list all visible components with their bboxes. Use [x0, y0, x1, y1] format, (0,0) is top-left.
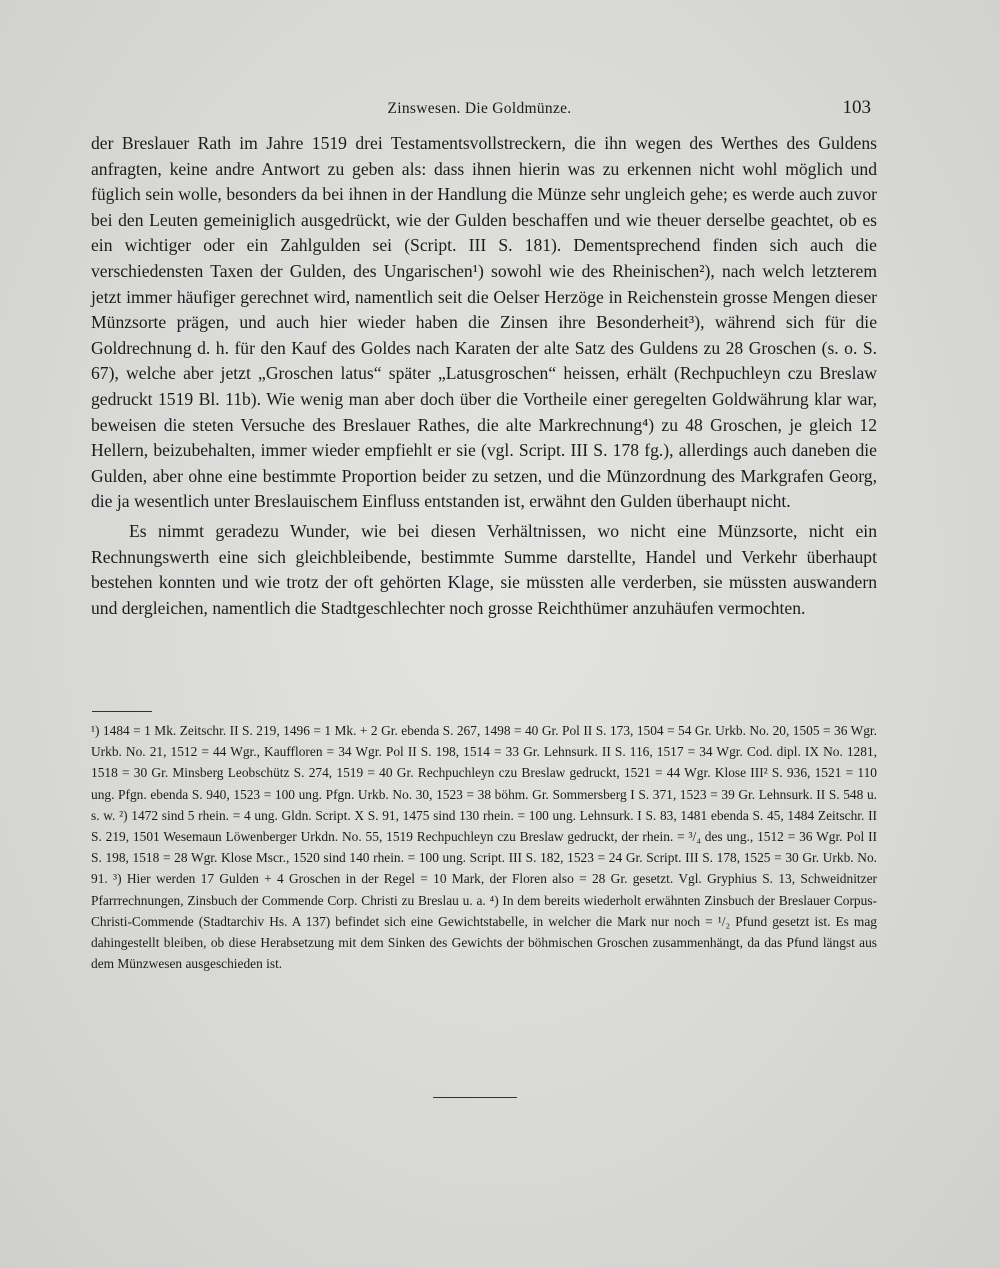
end-rule — [433, 1097, 517, 1098]
body-paragraph-1: der Breslauer Rath im Jahre 1519 drei Testamentsvollstreckern, die ihn wegen des Werthes des Guldens anfragten, keine andre Antwort zu geben als: dass ihnen hierin was zu erkennen nicht wohl möglich und füglich sein wolle, besonders da bei ihnen in der Handlung die Münze sehr ungleich gehe; es werde auch zuvor bei den Leuten gemeiniglich ausgedrückt, wie der Gulden beschaffen und wie theuer derselbe geachtet, ob es ein wichtiger oder ein Zahlgulden sei (Script. III S. 181). Dementsprechend finden sich auch die verschiedensten Taxen der Gulden, des Ungarischen¹) sowohl wie des Rheinischen²), nach welch letzterem jetzt immer häufiger gerechnet wird, namentlich seit die Oelser Herzöge in Reichenstein grosse Mengen dieser Münzsorte prägen, und auch hier wieder haben die Zinsen ihre Besonderheit³), während sich für die Goldrechnung d. h. für den Kauf des Goldes nach Karaten der alte Satz des Guldens zu 28 Groschen (s. o. S. 67), welche aber jetzt „Groschen latus“ später „Latusgroschen“ heissen, erhält (Rechpuchleyn czu Breslaw gedruckt 1519 Bl. 11b). Wie wenig man aber doch über die Vortheile einer geregelten Goldwährung klar war, beweisen die steten Versuche des Breslauer Rathes, die alte Markrechnung⁴) zu 48 Groschen, je gleich 12 Hellern, beizubehalten, immer wieder empfiehlt er sie (vgl. Script. III S. 178 fg.), allerdings auch daneben die Gulden, aber ohne eine bestimmte Proportion beider zu setzen, und die Münzordnung des Markgrafen Georg, die ja wesentlich unter Breslauischem Einfluss entstanden ist, erwähnt den Gulden überhaupt nicht. — [91, 133, 877, 512]
footnote-text: ¹) 1484 = 1 Mk. Zeitschr. II S. 219, 1496 = 1 Mk. + 2 Gr. ebenda S. 267, 1498 = 40 Gr. Pol II S. 173, 1504 = 54 Gr. Urkb. No. 20, 1505 = 36 Wgr. Urkb. No. 21, 1512 = 44 Wgr., Kauffloren = 34 Wgr. Pol II S. 198, 1514 = 33 Gr. Lehnsurk. II S. 116, 1517 = 34 Wgr. Cod. dipl. IX No. 1281, 1518 = 30 Gr. Minsberg Leobschütz S. 274, 1519 = 40 Gr. Rechpuchleyn czu Breslaw gedruckt, 1521 = 44 Wgr. Klose III² S. 936, 1521 = 110 ung. Pfgn. ebenda S. 940, 1523 = 100 ung. Pfgn. Urkb. No. 30, 1523 = 38 böhm. Gr. Sommersberg I S. 371, 1523 = 39 Gr. Lehnsurk. II S. 548 u. s. w. ²) 1472 sind 5 rhein. = 4 ung. Gldn. Script. X S. 91, 1475 sind 130 rhein. = 100 ung. Lehnsurk. I S. 83, 1481 ebenda S. 45, 1484 Zeitschr. II S. 219, 1501 Wesemaun Löwenberger Urkdn. No. 55, 1519 Rechpuchleyn czu Breslaw gedruckt, der rhein. = ³/₄ des ung., 1512 = 36 Wgr. Pol II S. 198, 1518 = 28 Wgr. Klose Mscr., 1520 sind 140 rhein. = 100 ung. Script. III S. 182, 1523 = 24 Gr. Script. III S. 178, 1525 = 30 Gr. Urkb. No. 91. ³) Hier werden 17 Gulden + 4 Groschen in der Regel = 10 Mark, der Floren also = 28 Gr. gesetzt. Vgl. Gryphius S. 13, Schweidnitzer Pfarrrechnungen, Zinsbuch der Commende Corp. Christi zu Breslau u. a. ⁴) In dem bereits wiederholt erwähnten Zinsbuch der Breslauer Corpus-Christi-Commende (Stadtarchiv Hs. A 137) befindet sich eine Gewichtstabelle, in welcher die Mark nur noch = ¹/₂ Pfund gesetzt ist. Es mag dahingestellt bleiben, ob diese Herabsetzung mit dem Sinken des Gewichts der böhmischen Groschen zusammenhängt, da das Pfund längst aus dem Münzwesen ausgeschieden ist. — [91, 723, 877, 972]
main-text — [91, 131, 877, 621]
running-head — [88, 97, 871, 124]
running-title: Zinswesen. Die Goldmünze. — [387, 100, 572, 117]
footnotes — [91, 720, 877, 974]
body-paragraph-2: Es nimmt geradezu Wunder, wie bei diesen Verhältnissen, wo nicht eine Münzsorte, nicht ein Rechnungswerth eine sich gleichbleibende, bestimmte Summe darstellte, Handel und Verkehr überhaupt bestehen konnten und wie trotz der oft gehörten Klage, sie müssten alle verderben, sie müssten auswandern und dergleichen, namentlich die Stadtgeschlechter noch grosse Reichthümer anzuhäufen vermochten. — [91, 520, 877, 618]
page-number: 103 — [842, 97, 871, 118]
footnote-separator — [92, 711, 152, 712]
